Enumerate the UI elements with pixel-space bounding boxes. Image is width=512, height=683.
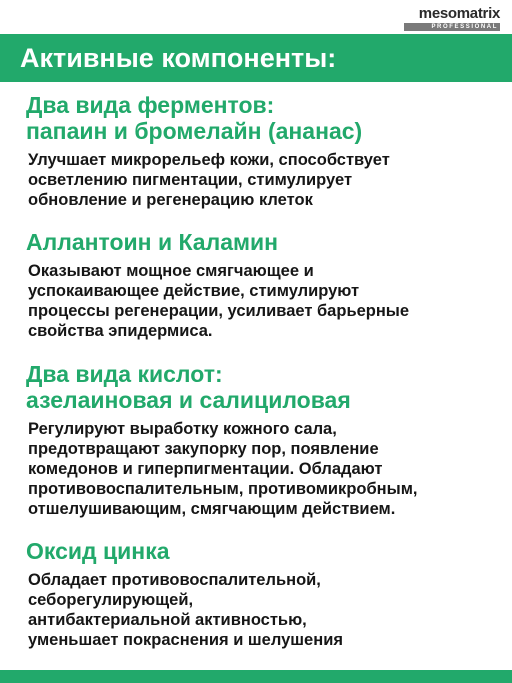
section-title-line: папаин и бромелайн (ананас) <box>26 118 363 144</box>
section-acids <box>26 361 504 519</box>
section-title <box>26 92 504 144</box>
brand-name: mesomatrix <box>418 5 500 22</box>
description-line: осветлению пигментации, стимулирует <box>28 171 353 189</box>
section-description <box>26 570 504 650</box>
section-title-line: Два вида ферментов: <box>26 92 275 118</box>
description-line: Улучшает микрорельеф кожи, способствует <box>28 151 390 169</box>
page-title: Активные компоненты: <box>20 43 337 73</box>
footer-bar <box>0 670 512 683</box>
section-description <box>26 150 504 210</box>
brand-logo <box>404 6 500 31</box>
brand-tagline: PROFESSIONAL <box>404 23 500 31</box>
description-line: Оказывают мощное смягчающее и <box>28 262 314 280</box>
description-line: комедонов и гиперпигментации. Обладают <box>28 460 383 478</box>
description-line: Регулируют выработку кожного сала, <box>28 420 337 438</box>
section-title-line: Оксид цинка <box>26 538 170 564</box>
section-description <box>26 419 504 519</box>
section-title <box>26 538 504 564</box>
section-title-line: Два вида кислот: <box>26 361 223 387</box>
section-enzymes <box>26 92 504 210</box>
section-title <box>26 229 504 255</box>
section-title-line: Аллантоин и Каламин <box>26 229 279 255</box>
description-line: антибактериальной активностью, <box>28 611 307 629</box>
description-line: свойства эпидермиса. <box>28 322 213 340</box>
description-line: отшелушивающим, смягчающим действием. <box>28 500 396 518</box>
description-line: предотвращают закупорку пор, появление <box>28 440 379 458</box>
section-title <box>26 361 504 413</box>
description-line: себорегулирующей, <box>28 591 194 609</box>
section-description <box>26 261 504 341</box>
description-line: процессы регенерации, усиливает барьерные <box>28 302 410 320</box>
description-line: противовоспалительным, противомикробным, <box>28 480 418 498</box>
section-title-line: азелаиновая и салициловая <box>26 387 351 413</box>
description-line: успокаивающее действие, стимулируют <box>28 282 360 300</box>
description-line: Обладает противовоспалительной, <box>28 571 321 589</box>
description-line: уменьшает покраснения и шелушения <box>28 631 343 649</box>
header-banner <box>0 34 512 82</box>
section-zinc-oxide <box>26 538 504 650</box>
description-line: обновление и регенерацию клеток <box>28 191 313 209</box>
section-allantoin-calamine <box>26 229 504 341</box>
